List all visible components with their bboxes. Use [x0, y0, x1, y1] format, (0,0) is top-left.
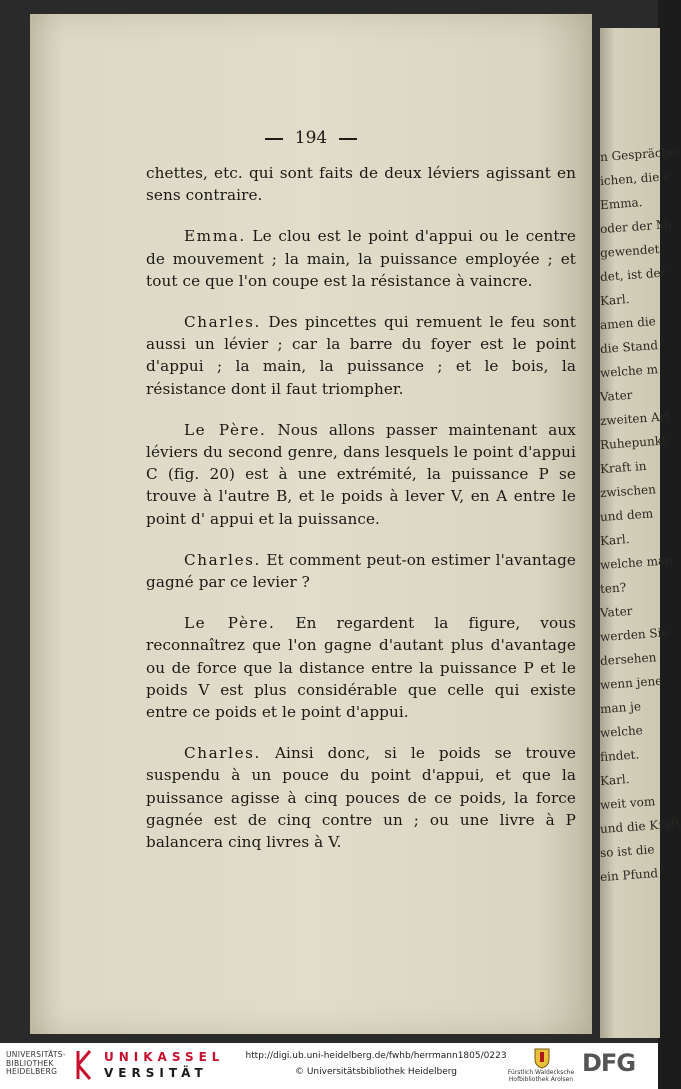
speaker-name: Le Père. — [184, 614, 276, 633]
waldeck-crest-icon — [534, 1047, 550, 1069]
facing-page-fragment: so ist die — [599, 842, 655, 861]
facing-page-edge — [599, 28, 681, 1038]
page-header — [30, 128, 592, 148]
facing-page-fragment: Karl. — [599, 532, 631, 549]
speaker-name: Charles. — [184, 313, 261, 332]
header-dash-left — [265, 138, 283, 140]
facing-page-fragment: ichen, die e — [599, 169, 671, 189]
facing-page-fragment: ten? — [599, 580, 627, 597]
facing-page-fragment: und die Kraft — [599, 816, 681, 837]
paragraph — [146, 612, 576, 723]
paragraph-text: En regardent la figure, vous reconnaîtrez que l'on gagne d'autant plus d'avantage ou de force que la distance entre la puissance P et le poids V est plus considérable que celle qui existe entre ce poids et le point d'appui. — [146, 614, 576, 722]
paragraph — [146, 419, 576, 530]
speaker-name: Charles. — [184, 550, 261, 569]
facing-page-fragment: n Gespräche, — [599, 144, 681, 165]
kassel-university-logo[interactable] — [104, 1049, 224, 1081]
facing-page-fragment: ein Pfund — [599, 866, 659, 885]
paragraph-text: Nous allons passer maintenant aux léviers du second genre, dans lesquels le point d'appui C (fig. 20) est à une extrémité, la puissance P se trouve à l'autre B, et le poids à lever V, en A entre le point d' appui et la puissance. — [146, 420, 576, 528]
speaker-name: Le Père. — [184, 420, 267, 439]
paragraph-text: Ainsi donc, si le poids se trouve suspendu à un pouce du point d'appui, et que la puissance agisse à cinq pouces de ce poids, la force gagnée est de cinq contre un ; ou une livre à P balancera cinq livres à V. — [146, 744, 576, 852]
speaker-name: Emma. — [184, 227, 246, 246]
heidelberg-logo-line: HEIDELBERG — [6, 1067, 58, 1076]
facing-page-fragment: welche — [599, 723, 644, 741]
kassel-logo-line1: UNIKASSEL — [104, 1050, 225, 1064]
facing-page-fragment: gewendet — [599, 241, 660, 261]
facing-page-fragment: werden Sie — [599, 625, 670, 645]
facing-page-fragment: Emma. — [599, 195, 643, 213]
facing-page-fragment: welche m — [599, 362, 659, 381]
facing-page-fragment: dersehen — [599, 650, 657, 669]
permalink-url[interactable]: http://digi.ub.uni-heidelberg.de/fwhb/herrmann1805/0223 — [245, 1051, 507, 1061]
facing-page-fragment: man je — [599, 699, 642, 717]
facing-page-fragment: zwischen — [599, 482, 657, 501]
paragraph — [146, 311, 576, 400]
facing-page-fragment: welche man — [599, 553, 674, 573]
facing-page-fragment: amen die — [599, 314, 657, 333]
kassel-logo-icon — [74, 1049, 94, 1081]
facing-page-fragment: wenn jene — [599, 673, 663, 693]
facing-page-fragment: Vater — [599, 387, 633, 405]
facing-page-fragment: Karl. — [599, 292, 631, 309]
facing-page-fragment: oder der Mi — [599, 217, 673, 237]
heidelberg-logo-line: BIBLIOTHEK — [6, 1058, 54, 1068]
facing-page-fragment: det, ist der — [599, 265, 667, 285]
heidelberg-library-logo[interactable] — [6, 1051, 66, 1077]
facing-page-fragment: Vater — [599, 603, 633, 621]
paragraph-text: Et comment peut-on estimer l'avantage gagné par ce levier ? — [146, 550, 576, 592]
facing-page-fragment: Kraft in — [599, 458, 647, 477]
copyright-notice: © Universitätsbibliothek Heidelberg — [294, 1067, 457, 1077]
facing-page-fragment: zweiten Art — [599, 409, 671, 429]
paragraph — [146, 549, 576, 593]
book-page — [30, 14, 592, 1034]
viewer-footer — [0, 1043, 658, 1089]
kassel-logo-line2: VERSITÄT — [104, 1066, 208, 1080]
paragraph — [146, 742, 576, 853]
header-dash-right — [339, 138, 357, 140]
paragraph-text: Le clou est le point d'appui ou le centre de mouvement ; la main, la puissance employée ; et tout ce que l'on coupe est la résistance à vaincre. — [146, 227, 576, 290]
dfg-logo[interactable]: DFG — [582, 1049, 636, 1077]
facing-page-fragment: Karl. — [599, 772, 631, 789]
page-body — [146, 162, 576, 872]
paragraph-text: Des pincettes qui remuent le feu sont aussi un lévier ; car la barre du foyer est le point d'appui ; la main, la puissance ; et le bois, la résistance dont il faut triompher. — [146, 313, 576, 398]
heidelberg-logo-line: UNIVERSITÄTS- — [6, 1050, 66, 1059]
speaker-name: Charles. — [184, 744, 261, 763]
arolsen-library-label: Fürstlich Waldecksche Hofbibliothek Arolsen — [507, 1069, 575, 1083]
facing-page-fragment: Ruhepunkt — [599, 433, 668, 453]
paragraph — [146, 225, 576, 292]
facing-page-fragment: die Stand — [599, 338, 659, 357]
facing-page-fragment: weit vom — [599, 794, 656, 813]
facing-page-fragment: und dem — [599, 506, 654, 525]
facing-page-fragment: findet. — [599, 747, 640, 765]
page-number: 194 — [294, 128, 328, 148]
paragraph — [146, 162, 576, 206]
paragraph-text: chettes, etc. qui sont faits de deux léviers agissant en sens contraire. — [146, 164, 576, 205]
